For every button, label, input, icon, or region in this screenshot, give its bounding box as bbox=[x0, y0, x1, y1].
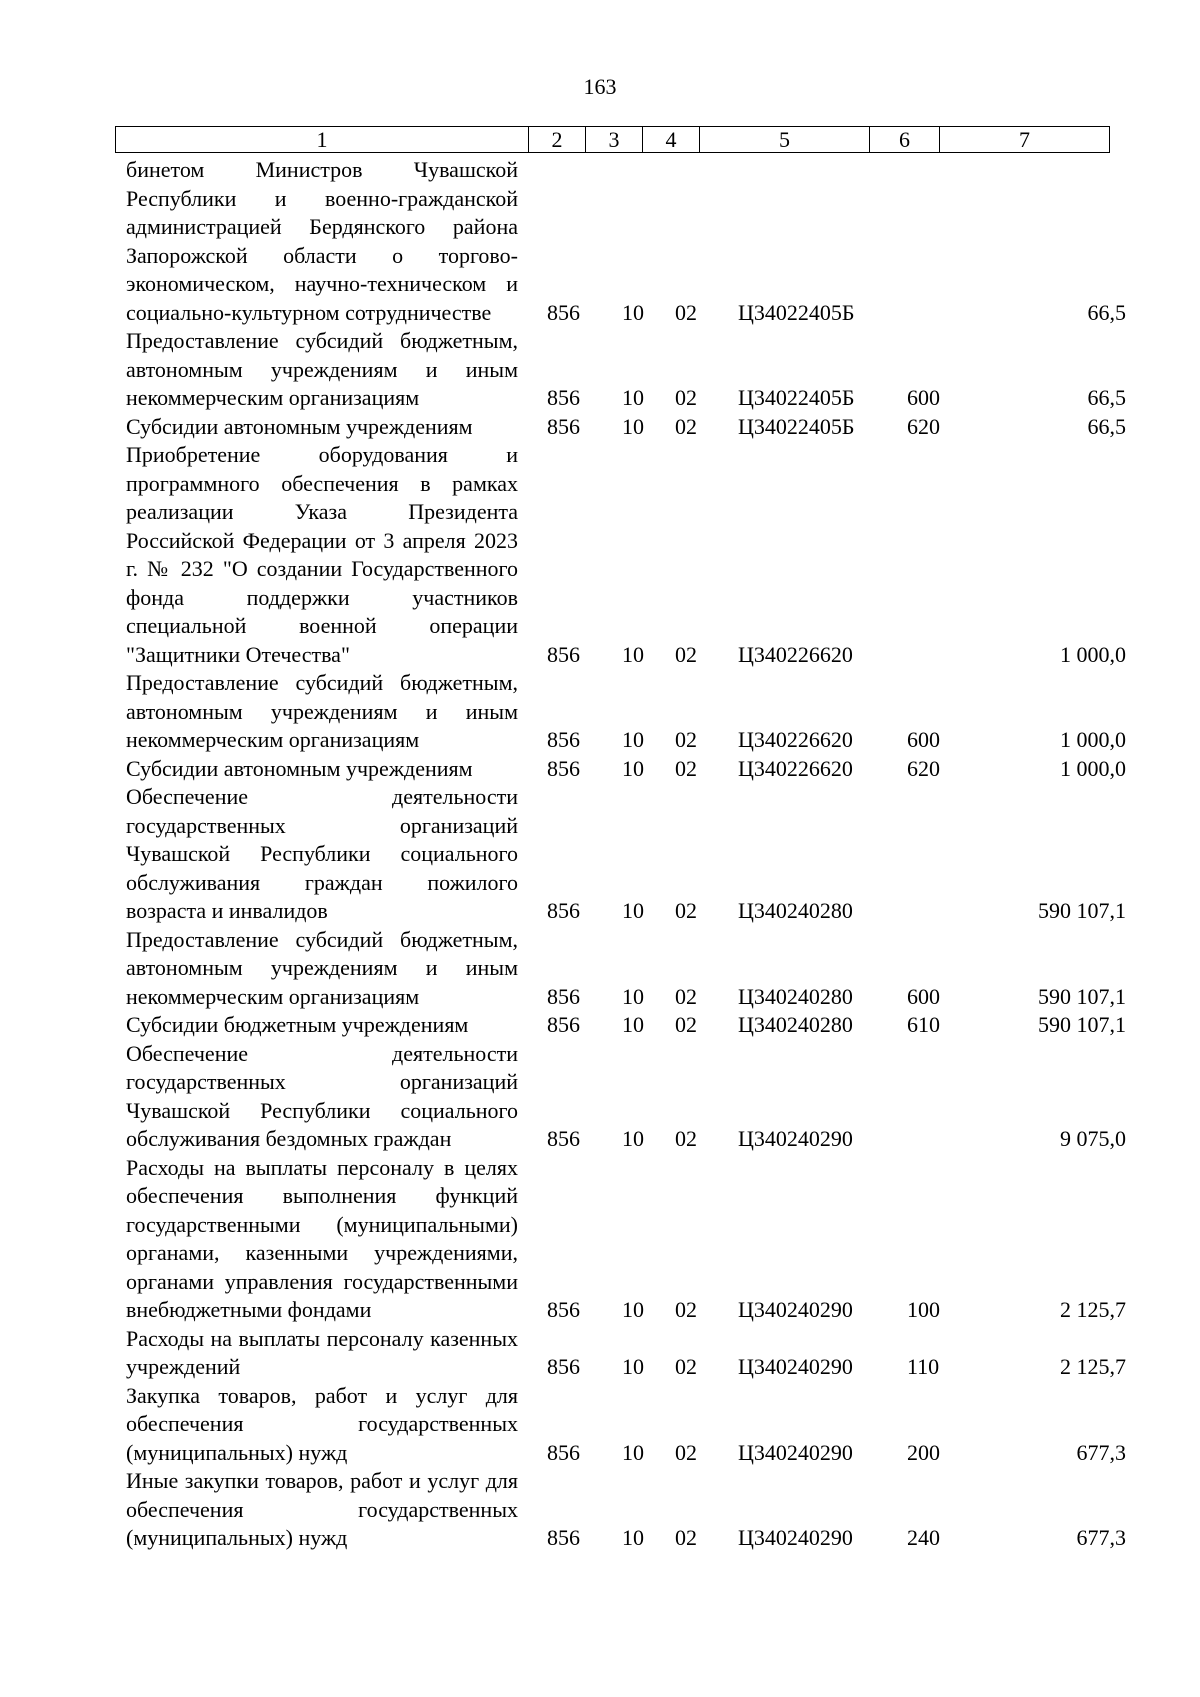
row-col-5: Ц340240280 bbox=[738, 1012, 853, 1037]
table-row bbox=[0, 1325, 1200, 1382]
row-col-7: 1 000,0 bbox=[1060, 641, 1126, 667]
table-row bbox=[0, 413, 1200, 442]
row-name: Субсидии автономным учреждениям bbox=[126, 755, 473, 781]
row-col-2: 856 bbox=[547, 1012, 580, 1037]
row-name: Обеспечение деятельности государственных организаций Чувашской Республики социального обслуживания граждан пожилого возраста и инвалидов bbox=[126, 784, 518, 923]
row-col-5: Ц34022405Б bbox=[738, 299, 855, 325]
row-col-5: Ц340240280 bbox=[738, 898, 853, 923]
row-col-7: 1 000,0 bbox=[1060, 727, 1126, 752]
row-col-4: 02 bbox=[675, 641, 697, 667]
table-body bbox=[0, 156, 1200, 1553]
row-col-7: 590 107,1 bbox=[1038, 1012, 1126, 1037]
row-col-3: 10 bbox=[622, 755, 644, 781]
page-number: 163 bbox=[583, 74, 617, 99]
row-col-7: 2 125,7 bbox=[1060, 1354, 1126, 1379]
row-col-6: 620 bbox=[907, 755, 940, 781]
row-col-4: 02 bbox=[675, 1525, 697, 1550]
row-col-3: 10 bbox=[622, 641, 644, 667]
header-col-1: 1 bbox=[116, 127, 529, 153]
row-name: Предоставление субсидий бюджетным, автономным учреждениям и иным некоммерческим организациям bbox=[126, 926, 518, 1009]
row-col-4: 02 bbox=[675, 1354, 697, 1379]
row-col-2: 856 bbox=[547, 385, 580, 410]
row-name: Субсидии автономным учреждениям bbox=[126, 413, 473, 439]
table-row bbox=[0, 669, 1200, 755]
row-col-5: Ц340226620 bbox=[738, 641, 853, 667]
row-name: Субсидии бюджетным учреждениям bbox=[126, 1012, 469, 1037]
row-col-4: 02 bbox=[675, 983, 697, 1009]
row-col-3: 10 bbox=[622, 413, 644, 439]
row-col-2: 856 bbox=[547, 1126, 580, 1151]
row-name: Расходы на выплаты персоналу казенных учреждений bbox=[126, 1325, 518, 1379]
table-row bbox=[0, 1040, 1200, 1154]
row-col-7: 590 107,1 bbox=[1038, 898, 1126, 923]
row-col-3: 10 bbox=[622, 1439, 644, 1465]
row-col-2: 856 bbox=[547, 1354, 580, 1379]
row-col-7: 9 075,0 bbox=[1060, 1126, 1126, 1151]
table-row bbox=[0, 327, 1200, 413]
row-col-4: 02 bbox=[675, 413, 697, 439]
row-col-7: 1 000,0 bbox=[1060, 755, 1126, 781]
row-col-3: 10 bbox=[622, 898, 644, 923]
row-col-7: 677,3 bbox=[1076, 1525, 1126, 1550]
row-col-5: Ц340226620 bbox=[738, 727, 853, 752]
row-col-4: 02 bbox=[675, 755, 697, 781]
row-name: Закупка товаров, работ и услуг для обеспечения государственных (муниципальных) нужд bbox=[126, 1382, 518, 1465]
row-name: Предоставление субсидий бюджетным, автономным учреждениям и иным некоммерческим организациям bbox=[126, 670, 518, 752]
row-col-6: 240 bbox=[907, 1525, 940, 1550]
row-name: бинетом Министров Чувашской Республики и военно-гражданской администрацией Бердянского района Запорожской области о торгово-экономическом, научно-техническом и социально-культурном сотрудничестве bbox=[126, 157, 518, 325]
row-col-2: 856 bbox=[547, 1297, 580, 1322]
row-col-4: 02 bbox=[675, 1297, 697, 1322]
row-col-3: 10 bbox=[622, 1012, 644, 1037]
row-name: Обеспечение деятельности государственных организаций Чувашской Республики социального обслуживания бездомных граждан bbox=[126, 1040, 518, 1151]
row-col-5: Ц340240290 bbox=[738, 1439, 853, 1465]
row-col-7: 677,3 bbox=[1076, 1439, 1126, 1465]
row-col-7: 66,5 bbox=[1087, 413, 1126, 439]
table-row bbox=[0, 783, 1200, 926]
table-row bbox=[0, 1011, 1200, 1040]
row-col-6: 100 bbox=[907, 1297, 940, 1322]
row-col-5: Ц340240290 bbox=[738, 1126, 853, 1151]
row-name: Приобретение оборудования и программного обеспечения в рамках реализации Указа Президента Российской Федерации от 3 апреля 2023 г. № 232 "О создании Государственного фонда поддержки участников специальной военной операции "Защитники Отечества" bbox=[126, 442, 518, 667]
row-col-2: 856 bbox=[547, 898, 580, 923]
table-header bbox=[115, 126, 1110, 153]
table-row bbox=[0, 441, 1200, 669]
table-row bbox=[0, 1467, 1200, 1553]
row-col-5: Ц34022405Б bbox=[738, 385, 855, 410]
row-col-4: 02 bbox=[675, 1439, 697, 1465]
row-col-3: 10 bbox=[622, 1354, 644, 1379]
row-col-3: 10 bbox=[622, 1126, 644, 1151]
row-col-2: 856 bbox=[547, 413, 580, 439]
header-col-3: 3 bbox=[586, 127, 643, 153]
row-col-4: 02 bbox=[675, 727, 697, 752]
row-col-2: 856 bbox=[547, 1525, 580, 1550]
row-col-5: Ц340240280 bbox=[738, 983, 853, 1009]
header-col-7: 7 bbox=[940, 127, 1110, 153]
row-col-2: 856 bbox=[547, 1439, 580, 1465]
row-col-6: 600 bbox=[907, 727, 940, 752]
row-col-2: 856 bbox=[547, 727, 580, 752]
row-col-4: 02 bbox=[675, 1012, 697, 1037]
row-col-4: 02 bbox=[675, 385, 697, 410]
row-col-7: 66,5 bbox=[1087, 299, 1126, 325]
table-row bbox=[0, 926, 1200, 1012]
row-col-2: 856 bbox=[547, 755, 580, 781]
row-col-6: 600 bbox=[907, 385, 940, 410]
row-col-6: 110 bbox=[907, 1354, 940, 1379]
table-row bbox=[0, 156, 1200, 327]
row-col-4: 02 bbox=[675, 898, 697, 923]
row-name: Иные закупки товаров, работ и услуг для обеспечения государственных (муниципальных) нужд bbox=[126, 1468, 518, 1550]
table-row bbox=[0, 755, 1200, 784]
row-col-6: 610 bbox=[907, 1012, 940, 1037]
row-col-5: Ц340240290 bbox=[738, 1297, 853, 1322]
row-col-5: Ц34022405Б bbox=[738, 413, 855, 439]
row-col-2: 856 bbox=[547, 641, 580, 667]
row-col-7: 2 125,7 bbox=[1060, 1297, 1126, 1322]
row-name: Предоставление субсидий бюджетным, автономным учреждениям и иным некоммерческим организациям bbox=[126, 328, 518, 410]
table-row bbox=[0, 1154, 1200, 1325]
header-row bbox=[116, 127, 1110, 153]
row-col-2: 856 bbox=[547, 299, 580, 325]
header-col-6: 6 bbox=[870, 127, 940, 153]
row-col-3: 10 bbox=[622, 1525, 644, 1550]
header-col-5: 5 bbox=[700, 127, 870, 153]
row-col-5: Ц340240290 bbox=[738, 1525, 853, 1550]
row-col-3: 10 bbox=[622, 983, 644, 1009]
row-name: Расходы на выплаты персоналу в целях обеспечения выполнения функций государственными (муниципальными) органами, казенными учреждениями, органами управления государственными внебюджетными фондами bbox=[126, 1154, 518, 1322]
row-col-3: 10 bbox=[622, 727, 644, 752]
row-col-5: Ц340226620 bbox=[738, 755, 853, 781]
table-row bbox=[0, 1382, 1200, 1468]
row-col-6: 600 bbox=[907, 983, 940, 1009]
row-col-4: 02 bbox=[675, 299, 697, 325]
row-col-6: 620 bbox=[907, 413, 940, 439]
header-col-4: 4 bbox=[643, 127, 700, 153]
row-col-4: 02 bbox=[675, 1126, 697, 1151]
row-col-3: 10 bbox=[622, 1297, 644, 1322]
row-col-7: 66,5 bbox=[1087, 385, 1126, 410]
row-col-6: 200 bbox=[907, 1439, 940, 1465]
row-col-5: Ц340240290 bbox=[738, 1354, 853, 1379]
row-col-2: 856 bbox=[547, 983, 580, 1009]
row-col-7: 590 107,1 bbox=[1038, 983, 1126, 1009]
row-col-3: 10 bbox=[622, 385, 644, 410]
row-col-3: 10 bbox=[622, 299, 644, 325]
header-col-2: 2 bbox=[529, 127, 586, 153]
